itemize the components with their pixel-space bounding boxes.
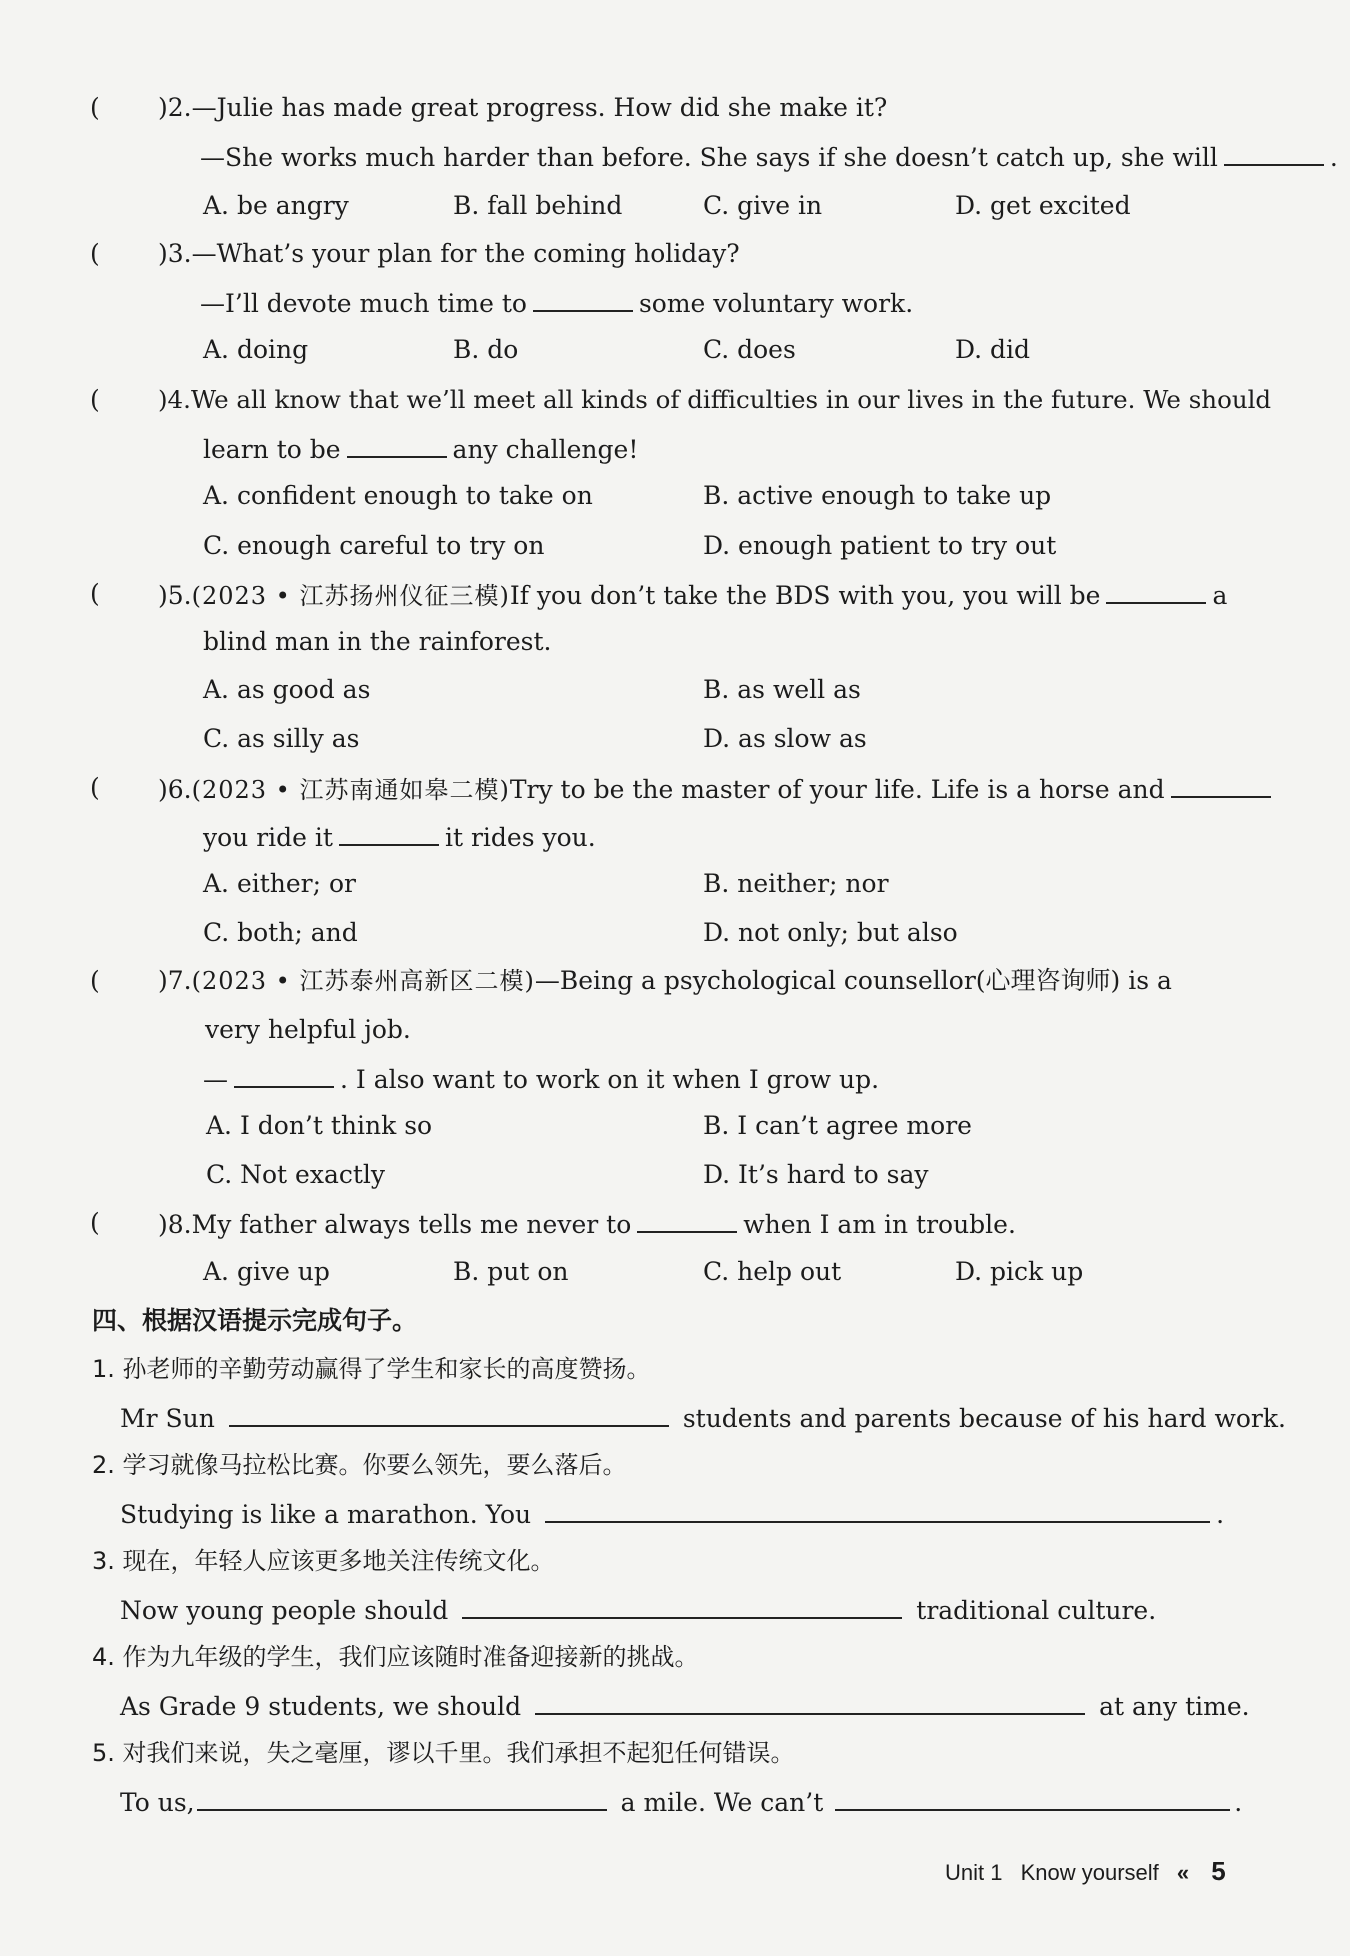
- option-d: D. as slow as: [703, 724, 867, 753]
- option-b: B. fall behind: [453, 191, 623, 220]
- answer-paren[interactable]: (: [90, 579, 100, 608]
- answer-paren[interactable]: (: [90, 93, 100, 122]
- question-5-line-1: )5.(2023 • 江苏扬州仪征三模)If you don’t take the BDS with you, you will be a: [158, 578, 1227, 612]
- answer-blank[interactable]: [1171, 772, 1271, 798]
- answer-paren[interactable]: (: [90, 385, 100, 414]
- source-tag: (2023 • 江苏南通如皋二模): [191, 776, 510, 804]
- prompt-4-english: As Grade 9 students, we should at any time.: [120, 1689, 1250, 1723]
- page-number: 5: [1211, 1856, 1226, 1886]
- unit-label: Unit 1: [945, 1860, 1003, 1885]
- option-a: A. give up: [203, 1257, 330, 1286]
- answer-blank[interactable]: [197, 1785, 607, 1811]
- option-a: A. I don’t think so: [206, 1111, 433, 1140]
- question-2-line-2: —She works much harder than before. She says if she doesn’t catch up, she will .: [200, 140, 1338, 174]
- option-a: A. confident enough to take on: [203, 481, 593, 510]
- prompt-3-chinese: 3. 现在，年轻人应该更多地关注传统文化。: [92, 1547, 555, 1575]
- option-c: C. does: [703, 335, 796, 364]
- answer-blank[interactable]: [533, 286, 633, 312]
- question-4-line-2: learn to be any challenge!: [203, 432, 638, 466]
- option-b: B. I can’t agree more: [703, 1111, 972, 1140]
- option-a: A. either; or: [203, 869, 357, 898]
- option-b: B. neither; nor: [703, 869, 889, 898]
- question-7-line-2: very helpful job.: [205, 1015, 411, 1044]
- option-d: D. did: [955, 335, 1031, 364]
- unit-title: Know yourself: [1020, 1860, 1159, 1885]
- answer-blank[interactable]: [637, 1207, 737, 1233]
- option-b: B. active enough to take up: [703, 481, 1052, 510]
- option-c: C. Not exactly: [206, 1160, 386, 1189]
- question-5-line-2: blind man in the rainforest.: [203, 627, 552, 656]
- question-3-line-2: —I’ll devote much time to some voluntary work.: [200, 286, 913, 320]
- option-c: C. as silly as: [203, 724, 360, 753]
- chevron-left-icon: «: [1176, 1860, 1190, 1885]
- answer-blank[interactable]: [462, 1593, 902, 1619]
- answer-paren[interactable]: (: [90, 966, 100, 995]
- option-d: D. pick up: [955, 1257, 1084, 1286]
- answer-blank[interactable]: [535, 1689, 1085, 1715]
- answer-blank[interactable]: [229, 1401, 669, 1427]
- option-c: C. help out: [703, 1257, 842, 1286]
- answer-paren[interactable]: (: [90, 239, 100, 268]
- question-7-line-3: — . I also want to work on it when I grow up.: [203, 1062, 879, 1096]
- option-a: A. as good as: [203, 675, 371, 704]
- option-c: C. give in: [703, 191, 823, 220]
- option-b: B. do: [453, 335, 519, 364]
- question-7-line-1: )7.(2023 • 江苏泰州高新区二模)—Being a psychological counsellor(心理咨询师) is a: [158, 966, 1172, 995]
- prompt-1-chinese: 1. 孙老师的辛勤劳动赢得了学生和家长的高度赞扬。: [92, 1355, 651, 1383]
- question-8-line-1: )8.My father always tells me never to when I am in trouble.: [158, 1207, 1016, 1241]
- option-a: A. be angry: [203, 191, 349, 220]
- option-c: C. enough careful to try on: [203, 531, 545, 560]
- answer-blank[interactable]: [1106, 578, 1206, 604]
- answer-blank[interactable]: [835, 1785, 1230, 1811]
- answer-blank[interactable]: [234, 1062, 334, 1088]
- answer-paren[interactable]: (: [90, 1208, 100, 1237]
- prompt-5-english: To us, a mile. We can’t .: [120, 1785, 1242, 1819]
- prompt-4-chinese: 4. 作为九年级的学生，我们应该随时准备迎接新的挑战。: [92, 1643, 699, 1671]
- prompt-3-english: Now young people should traditional culture.: [120, 1593, 1156, 1627]
- option-d: D. get excited: [955, 191, 1131, 220]
- answer-blank[interactable]: [347, 432, 447, 458]
- prompt-5-chinese: 5. 对我们来说，失之毫厘，谬以千里。我们承担不起犯任何错误。: [92, 1739, 795, 1767]
- prompt-2-chinese: 2. 学习就像马拉松比赛。你要么领先，要么落后。: [92, 1451, 627, 1479]
- question-2-line-1: )2.—Julie has made great progress. How did she make it?: [158, 93, 888, 122]
- page-footer: [945, 1856, 1226, 1888]
- option-d: D. enough patient to try out: [703, 531, 1057, 560]
- prompt-2-english: Studying is like a marathon. You .: [120, 1497, 1224, 1531]
- question-4-line-1: )4.We all know that we’ll meet all kinds of difficulties in our lives in the future. We should: [158, 385, 1272, 414]
- question-6-line-1: )6.(2023 • 江苏南通如皋二模)Try to be the master of your life. Life is a horse and: [158, 772, 1277, 806]
- option-d: D. not only; but also: [703, 918, 958, 947]
- answer-blank[interactable]: [545, 1497, 1210, 1523]
- prompt-1-english: Mr Sun students and parents because of his hard work.: [120, 1401, 1286, 1435]
- question-3-line-1: )3.—What’s your plan for the coming holiday?: [158, 239, 740, 268]
- answer-paren[interactable]: (: [90, 773, 100, 802]
- option-b: B. put on: [453, 1257, 569, 1286]
- answer-blank[interactable]: [1224, 140, 1324, 166]
- option-c: C. both; and: [203, 918, 358, 947]
- option-d: D. It’s hard to say: [703, 1160, 929, 1189]
- option-a: A. doing: [203, 335, 309, 364]
- answer-blank[interactable]: [339, 820, 439, 846]
- source-tag: (2023 • 江苏扬州仪征三模): [191, 582, 510, 610]
- question-6-line-2: you ride it it rides you.: [203, 820, 596, 854]
- section-heading: 四、根据汉语提示完成句子。: [92, 1306, 418, 1335]
- source-tag: (2023 • 江苏泰州高新区二模): [191, 967, 535, 995]
- option-b: B. as well as: [703, 675, 861, 704]
